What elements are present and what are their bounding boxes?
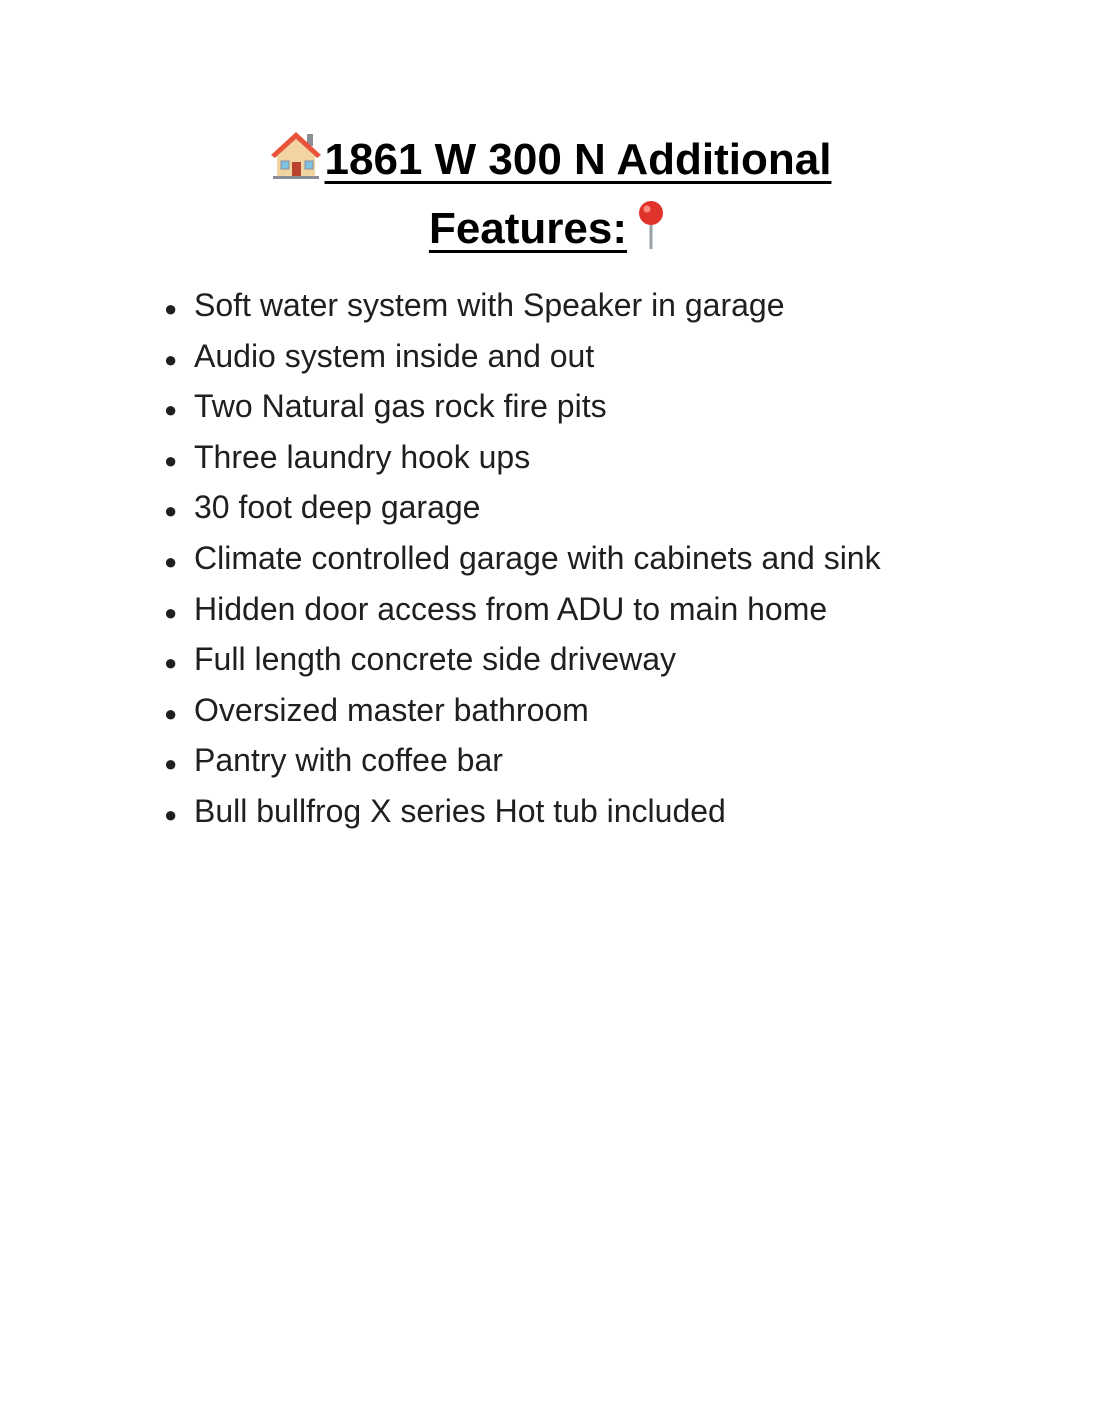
list-item [164,484,881,535]
bullet: ● [164,650,178,676]
bullet: ● [164,801,178,827]
bullet: ● [164,548,178,574]
bullet: ● [164,751,178,777]
feature-text: Hidden door access from ADU to main home [194,590,828,627]
list-item [164,737,881,788]
feature-text: Audio system inside and out [194,337,595,374]
feature-text: Full length concrete side driveway [194,641,677,678]
features-list [164,282,881,839]
feature-text: 30 foot deep garage [194,489,481,526]
list-item [164,687,881,738]
list-item [164,535,881,586]
house-icon [269,130,323,180]
title-text-2: Features: [428,204,628,253]
list-item [164,586,881,637]
list-item [164,333,881,384]
feature-text: Three laundry hook ups [194,438,531,475]
list-item [164,788,881,839]
title-text-1: 1861 W 300 N Additional [324,135,832,184]
list-item [164,282,881,333]
feature-text: Two Natural gas rock fire pits [194,388,607,425]
title-line-1 [269,135,832,184]
bullet: ● [164,346,178,372]
pin-icon [631,199,671,251]
feature-text: Oversized master bathroom [194,691,589,728]
list-item [164,434,881,485]
bullet: ● [164,296,178,321]
feature-text: Climate controlled garage with cabinets and sink [194,539,881,576]
list-item [164,636,881,687]
title-line-2 [429,204,671,253]
bullet: ● [164,700,178,726]
feature-text: Pantry with coffee bar [194,742,503,779]
bullet: ● [164,498,178,524]
feature-text: Bull bullfrog X series Hot tub included [194,792,726,829]
bullet: ● [164,599,178,625]
feature-text: Soft water system with Speaker in garage [194,287,785,323]
bullet: ● [164,447,178,473]
page-title [150,124,950,260]
list-item [164,383,881,434]
bullet: ● [164,397,178,423]
